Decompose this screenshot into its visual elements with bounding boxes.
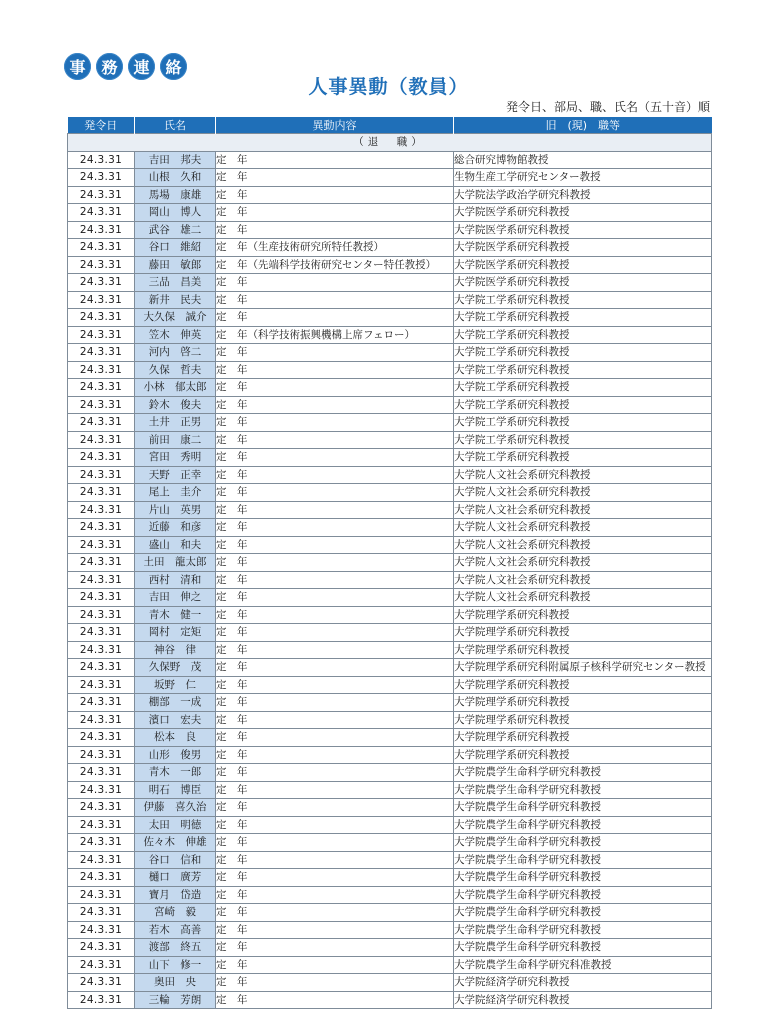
date-cell: 24.3.31 bbox=[68, 641, 135, 659]
table-row bbox=[68, 606, 712, 624]
previous-post-cell: 大学院工学系研究科教授 bbox=[454, 344, 712, 362]
name-cell: 棚部 一成 bbox=[135, 694, 216, 712]
date-cell: 24.3.31 bbox=[68, 746, 135, 764]
column-header-name: 氏名 bbox=[135, 117, 216, 134]
previous-post-cell: 大学院農学生命科学研究科教授 bbox=[454, 851, 712, 869]
previous-post-cell: 大学院経済学研究科教授 bbox=[454, 974, 712, 992]
date-cell: 24.3.31 bbox=[68, 204, 135, 222]
table-row bbox=[68, 186, 712, 204]
column-header-previous-post: 旧 (現) 職等 bbox=[454, 117, 712, 134]
section-row-retirement bbox=[68, 134, 712, 152]
change-cell: 定 年 bbox=[216, 851, 454, 869]
date-cell: 24.3.31 bbox=[68, 151, 135, 169]
table-row bbox=[68, 834, 712, 852]
previous-post-cell: 大学院人文社会系研究科教授 bbox=[454, 536, 712, 554]
date-cell: 24.3.31 bbox=[68, 589, 135, 607]
badge-char-1: 事 bbox=[64, 53, 91, 80]
name-cell: 吉田 伸之 bbox=[135, 589, 216, 607]
previous-post-cell: 大学院人文社会系研究科教授 bbox=[454, 501, 712, 519]
date-cell: 24.3.31 bbox=[68, 536, 135, 554]
change-cell: 定 年 bbox=[216, 379, 454, 397]
date-cell: 24.3.31 bbox=[68, 484, 135, 502]
name-cell: 坂野 仁 bbox=[135, 676, 216, 694]
change-cell: 定 年 bbox=[216, 834, 454, 852]
table-row bbox=[68, 519, 712, 537]
table-row bbox=[68, 204, 712, 222]
name-cell: 武谷 雄二 bbox=[135, 221, 216, 239]
change-cell: 定 年 bbox=[216, 904, 454, 922]
change-cell: 定 年 bbox=[216, 606, 454, 624]
table-row bbox=[68, 694, 712, 712]
name-cell: 岡山 博人 bbox=[135, 204, 216, 222]
name-cell: 宮田 秀明 bbox=[135, 449, 216, 467]
date-cell: 24.3.31 bbox=[68, 344, 135, 362]
table-row bbox=[68, 256, 712, 274]
name-cell: 笠木 伸英 bbox=[135, 326, 216, 344]
table-row bbox=[68, 501, 712, 519]
previous-post-cell: 総合研究博物館教授 bbox=[454, 151, 712, 169]
date-cell: 24.3.31 bbox=[68, 921, 135, 939]
previous-post-cell: 大学院理学系研究科教授 bbox=[454, 624, 712, 642]
table-row bbox=[68, 396, 712, 414]
previous-post-cell: 大学院農学生命科学研究科教授 bbox=[454, 816, 712, 834]
date-cell: 24.3.31 bbox=[68, 974, 135, 992]
change-cell: 定 年 bbox=[216, 956, 454, 974]
change-cell: 定 年 bbox=[216, 344, 454, 362]
name-cell: 鈴木 俊夫 bbox=[135, 396, 216, 414]
table-row bbox=[68, 221, 712, 239]
name-cell: 天野 正幸 bbox=[135, 466, 216, 484]
date-cell: 24.3.31 bbox=[68, 624, 135, 642]
previous-post-cell: 大学院医学系研究科教授 bbox=[454, 239, 712, 257]
name-cell: 山根 久和 bbox=[135, 169, 216, 187]
previous-post-cell: 大学院経済学研究科教授 bbox=[454, 991, 712, 1009]
change-cell: 定 年 bbox=[216, 764, 454, 782]
name-cell: 盛山 和夫 bbox=[135, 536, 216, 554]
name-cell: 佐々木 伸雄 bbox=[135, 834, 216, 852]
change-cell: 定 年 bbox=[216, 781, 454, 799]
table-row bbox=[68, 711, 712, 729]
date-cell: 24.3.31 bbox=[68, 886, 135, 904]
name-cell: 近藤 和彦 bbox=[135, 519, 216, 537]
change-cell: 定 年（先端科学技術研究センター特任教授） bbox=[216, 256, 454, 274]
name-cell: 前田 康二 bbox=[135, 431, 216, 449]
change-cell: 定 年 bbox=[216, 274, 454, 292]
table-row bbox=[68, 554, 712, 572]
previous-post-cell: 大学院医学系研究科教授 bbox=[454, 221, 712, 239]
date-cell: 24.3.31 bbox=[68, 904, 135, 922]
table-row bbox=[68, 659, 712, 677]
previous-post-cell: 大学院理学系研究科教授 bbox=[454, 676, 712, 694]
table-row bbox=[68, 484, 712, 502]
change-cell: 定 年 bbox=[216, 921, 454, 939]
table-row bbox=[68, 414, 712, 432]
date-cell: 24.3.31 bbox=[68, 729, 135, 747]
change-cell: 定 年 bbox=[216, 309, 454, 327]
previous-post-cell: 大学院農学生命科学研究科教授 bbox=[454, 764, 712, 782]
name-cell: 濱口 宏夫 bbox=[135, 711, 216, 729]
table-row bbox=[68, 676, 712, 694]
table-row bbox=[68, 344, 712, 362]
personnel-table bbox=[67, 117, 712, 1009]
date-cell: 24.3.31 bbox=[68, 256, 135, 274]
name-cell: 宮崎 毅 bbox=[135, 904, 216, 922]
table-row bbox=[68, 729, 712, 747]
name-cell: 岡村 定矩 bbox=[135, 624, 216, 642]
date-cell: 24.3.31 bbox=[68, 361, 135, 379]
previous-post-cell: 生物生産工学研究センター教授 bbox=[454, 169, 712, 187]
table-row bbox=[68, 764, 712, 782]
previous-post-cell: 大学院理学系研究科教授 bbox=[454, 694, 712, 712]
name-cell: 吉田 邦夫 bbox=[135, 151, 216, 169]
change-cell: 定 年 bbox=[216, 186, 454, 204]
change-cell: 定 年 bbox=[216, 729, 454, 747]
change-cell: 定 年 bbox=[216, 151, 454, 169]
date-cell: 24.3.31 bbox=[68, 396, 135, 414]
name-cell: 松本 良 bbox=[135, 729, 216, 747]
change-cell: 定 年 bbox=[216, 974, 454, 992]
previous-post-cell: 大学院農学生命科学研究科教授 bbox=[454, 834, 712, 852]
date-cell: 24.3.31 bbox=[68, 956, 135, 974]
change-cell: 定 年 bbox=[216, 484, 454, 502]
table-row bbox=[68, 869, 712, 887]
name-cell: 太田 明徳 bbox=[135, 816, 216, 834]
badge-char-4: 絡 bbox=[160, 53, 187, 80]
date-cell: 24.3.31 bbox=[68, 834, 135, 852]
table-row bbox=[68, 746, 712, 764]
table-row bbox=[68, 641, 712, 659]
name-cell: 新井 民夫 bbox=[135, 291, 216, 309]
previous-post-cell: 大学院法学政治学研究科教授 bbox=[454, 186, 712, 204]
date-cell: 24.3.31 bbox=[68, 221, 135, 239]
name-cell: 三輪 芳朗 bbox=[135, 991, 216, 1009]
date-cell: 24.3.31 bbox=[68, 694, 135, 712]
change-cell: 定 年 bbox=[216, 291, 454, 309]
change-cell: 定 年（生産技術研究所特任教授） bbox=[216, 239, 454, 257]
date-cell: 24.3.31 bbox=[68, 781, 135, 799]
name-cell: 久保野 茂 bbox=[135, 659, 216, 677]
change-cell: 定 年 bbox=[216, 221, 454, 239]
change-cell: 定 年 bbox=[216, 676, 454, 694]
previous-post-cell: 大学院工学系研究科教授 bbox=[454, 414, 712, 432]
date-cell: 24.3.31 bbox=[68, 169, 135, 187]
section-label: （退 職） bbox=[68, 134, 712, 152]
date-cell: 24.3.31 bbox=[68, 711, 135, 729]
name-cell: 馬場 康雄 bbox=[135, 186, 216, 204]
name-cell: 明石 博臣 bbox=[135, 781, 216, 799]
previous-post-cell: 大学院工学系研究科教授 bbox=[454, 449, 712, 467]
previous-post-cell: 大学院工学系研究科教授 bbox=[454, 379, 712, 397]
change-cell: 定 年 bbox=[216, 711, 454, 729]
date-cell: 24.3.31 bbox=[68, 519, 135, 537]
date-cell: 24.3.31 bbox=[68, 676, 135, 694]
name-cell: 久保 哲夫 bbox=[135, 361, 216, 379]
change-cell: 定 年 bbox=[216, 939, 454, 957]
name-cell: 山下 修一 bbox=[135, 956, 216, 974]
table-row bbox=[68, 904, 712, 922]
table-row bbox=[68, 886, 712, 904]
name-cell: 渡部 終五 bbox=[135, 939, 216, 957]
table-row bbox=[68, 379, 712, 397]
date-cell: 24.3.31 bbox=[68, 291, 135, 309]
table-row bbox=[68, 169, 712, 187]
table-row bbox=[68, 291, 712, 309]
previous-post-cell: 大学院医学系研究科教授 bbox=[454, 274, 712, 292]
change-cell: 定 年 bbox=[216, 869, 454, 887]
name-cell: 谷口 信和 bbox=[135, 851, 216, 869]
table-row bbox=[68, 431, 712, 449]
table-row bbox=[68, 799, 712, 817]
previous-post-cell: 大学院医学系研究科教授 bbox=[454, 256, 712, 274]
previous-post-cell: 大学院理学系研究科教授 bbox=[454, 746, 712, 764]
date-cell: 24.3.31 bbox=[68, 431, 135, 449]
previous-post-cell: 大学院理学系研究科教授 bbox=[454, 641, 712, 659]
name-cell: 土井 正男 bbox=[135, 414, 216, 432]
name-cell: 若木 高善 bbox=[135, 921, 216, 939]
change-cell: 定 年 bbox=[216, 449, 454, 467]
change-cell: 定 年 bbox=[216, 519, 454, 537]
date-cell: 24.3.31 bbox=[68, 799, 135, 817]
name-cell: 谷口 維紹 bbox=[135, 239, 216, 257]
previous-post-cell: 大学院農学生命科学研究科准教授 bbox=[454, 956, 712, 974]
previous-post-cell: 大学院農学生命科学研究科教授 bbox=[454, 904, 712, 922]
change-cell: 定 年 bbox=[216, 396, 454, 414]
table-row bbox=[68, 309, 712, 327]
change-cell: 定 年 bbox=[216, 641, 454, 659]
column-header-date: 発令日 bbox=[68, 117, 135, 134]
table-row bbox=[68, 939, 712, 957]
change-cell: 定 年 bbox=[216, 501, 454, 519]
date-cell: 24.3.31 bbox=[68, 869, 135, 887]
name-cell: 山形 俊男 bbox=[135, 746, 216, 764]
date-cell: 24.3.31 bbox=[68, 991, 135, 1009]
table-row bbox=[68, 536, 712, 554]
previous-post-cell: 大学院人文社会系研究科教授 bbox=[454, 466, 712, 484]
table-row bbox=[68, 624, 712, 642]
previous-post-cell: 大学院人文社会系研究科教授 bbox=[454, 571, 712, 589]
change-cell: 定 年 bbox=[216, 589, 454, 607]
previous-post-cell: 大学院医学系研究科教授 bbox=[454, 204, 712, 222]
table-row bbox=[68, 151, 712, 169]
name-cell: 神谷 律 bbox=[135, 641, 216, 659]
change-cell: 定 年 bbox=[216, 554, 454, 572]
previous-post-cell: 大学院理学系研究科附属原子核科学研究センター教授 bbox=[454, 659, 712, 677]
date-cell: 24.3.31 bbox=[68, 379, 135, 397]
name-cell: 片山 英男 bbox=[135, 501, 216, 519]
previous-post-cell: 大学院工学系研究科教授 bbox=[454, 309, 712, 327]
date-cell: 24.3.31 bbox=[68, 816, 135, 834]
previous-post-cell: 大学院理学系研究科教授 bbox=[454, 729, 712, 747]
previous-post-cell: 大学院工学系研究科教授 bbox=[454, 361, 712, 379]
change-cell: 定 年 bbox=[216, 694, 454, 712]
table-row bbox=[68, 466, 712, 484]
change-cell: 定 年（科学技術振興機構上席フェロー） bbox=[216, 326, 454, 344]
badge-char-3: 連 bbox=[128, 53, 155, 80]
name-cell: 奥田 央 bbox=[135, 974, 216, 992]
date-cell: 24.3.31 bbox=[68, 939, 135, 957]
name-cell: 大久保 誠介 bbox=[135, 309, 216, 327]
table-row bbox=[68, 816, 712, 834]
previous-post-cell: 大学院工学系研究科教授 bbox=[454, 431, 712, 449]
table-row bbox=[68, 274, 712, 292]
change-cell: 定 年 bbox=[216, 466, 454, 484]
name-cell: 西村 清和 bbox=[135, 571, 216, 589]
table-row bbox=[68, 361, 712, 379]
change-cell: 定 年 bbox=[216, 799, 454, 817]
date-cell: 24.3.31 bbox=[68, 309, 135, 327]
previous-post-cell: 大学院農学生命科学研究科教授 bbox=[454, 869, 712, 887]
previous-post-cell: 大学院農学生命科学研究科教授 bbox=[454, 886, 712, 904]
change-cell: 定 年 bbox=[216, 571, 454, 589]
previous-post-cell: 大学院理学系研究科教授 bbox=[454, 606, 712, 624]
table-body bbox=[68, 134, 712, 1009]
table-row bbox=[68, 991, 712, 1009]
table-row bbox=[68, 589, 712, 607]
column-header-change: 異動内容 bbox=[216, 117, 454, 134]
previous-post-cell: 大学院農学生命科学研究科教授 bbox=[454, 781, 712, 799]
name-cell: 伊藤 喜久治 bbox=[135, 799, 216, 817]
badge-char-2: 務 bbox=[96, 53, 123, 80]
table-row bbox=[68, 974, 712, 992]
change-cell: 定 年 bbox=[216, 624, 454, 642]
date-cell: 24.3.31 bbox=[68, 554, 135, 572]
change-cell: 定 年 bbox=[216, 536, 454, 554]
previous-post-cell: 大学院人文社会系研究科教授 bbox=[454, 589, 712, 607]
date-cell: 24.3.31 bbox=[68, 449, 135, 467]
date-cell: 24.3.31 bbox=[68, 414, 135, 432]
sort-order-note: 発令日、部局、職、氏名（五十音）順 bbox=[505, 100, 710, 114]
change-cell: 定 年 bbox=[216, 414, 454, 432]
name-cell: 寶月 岱造 bbox=[135, 886, 216, 904]
previous-post-cell: 大学院人文社会系研究科教授 bbox=[454, 484, 712, 502]
change-cell: 定 年 bbox=[216, 361, 454, 379]
previous-post-cell: 大学院人文社会系研究科教授 bbox=[454, 554, 712, 572]
previous-post-cell: 大学院工学系研究科教授 bbox=[454, 291, 712, 309]
page-title: 人事異動（教員） bbox=[308, 76, 469, 98]
change-cell: 定 年 bbox=[216, 991, 454, 1009]
previous-post-cell: 大学院人文社会系研究科教授 bbox=[454, 519, 712, 537]
change-cell: 定 年 bbox=[216, 886, 454, 904]
date-cell: 24.3.31 bbox=[68, 239, 135, 257]
name-cell: 小林 郁太郎 bbox=[135, 379, 216, 397]
date-cell: 24.3.31 bbox=[68, 659, 135, 677]
change-cell: 定 年 bbox=[216, 431, 454, 449]
table-row bbox=[68, 956, 712, 974]
table-row bbox=[68, 851, 712, 869]
change-cell: 定 年 bbox=[216, 746, 454, 764]
date-cell: 24.3.31 bbox=[68, 466, 135, 484]
date-cell: 24.3.31 bbox=[68, 764, 135, 782]
change-cell: 定 年 bbox=[216, 204, 454, 222]
name-cell: 土田 龍太郎 bbox=[135, 554, 216, 572]
table-row bbox=[68, 781, 712, 799]
table-row bbox=[68, 921, 712, 939]
date-cell: 24.3.31 bbox=[68, 851, 135, 869]
table-row bbox=[68, 571, 712, 589]
previous-post-cell: 大学院工学系研究科教授 bbox=[454, 326, 712, 344]
change-cell: 定 年 bbox=[216, 816, 454, 834]
date-cell: 24.3.31 bbox=[68, 326, 135, 344]
previous-post-cell: 大学院工学系研究科教授 bbox=[454, 396, 712, 414]
name-cell: 青木 健一 bbox=[135, 606, 216, 624]
name-cell: 青木 一郎 bbox=[135, 764, 216, 782]
previous-post-cell: 大学院理学系研究科教授 bbox=[454, 711, 712, 729]
name-cell: 樋口 廣芳 bbox=[135, 869, 216, 887]
previous-post-cell: 大学院農学生命科学研究科教授 bbox=[454, 939, 712, 957]
name-cell: 三品 昌美 bbox=[135, 274, 216, 292]
previous-post-cell: 大学院農学生命科学研究科教授 bbox=[454, 799, 712, 817]
table-row bbox=[68, 326, 712, 344]
name-cell: 尾上 圭介 bbox=[135, 484, 216, 502]
date-cell: 24.3.31 bbox=[68, 606, 135, 624]
date-cell: 24.3.31 bbox=[68, 501, 135, 519]
change-cell: 定 年 bbox=[216, 169, 454, 187]
previous-post-cell: 大学院農学生命科学研究科教授 bbox=[454, 921, 712, 939]
date-cell: 24.3.31 bbox=[68, 571, 135, 589]
table-row bbox=[68, 449, 712, 467]
date-cell: 24.3.31 bbox=[68, 186, 135, 204]
name-cell: 河内 啓二 bbox=[135, 344, 216, 362]
name-cell: 藤田 敏郎 bbox=[135, 256, 216, 274]
table-row bbox=[68, 239, 712, 257]
date-cell: 24.3.31 bbox=[68, 274, 135, 292]
change-cell: 定 年 bbox=[216, 659, 454, 677]
table-header-row bbox=[68, 117, 712, 134]
